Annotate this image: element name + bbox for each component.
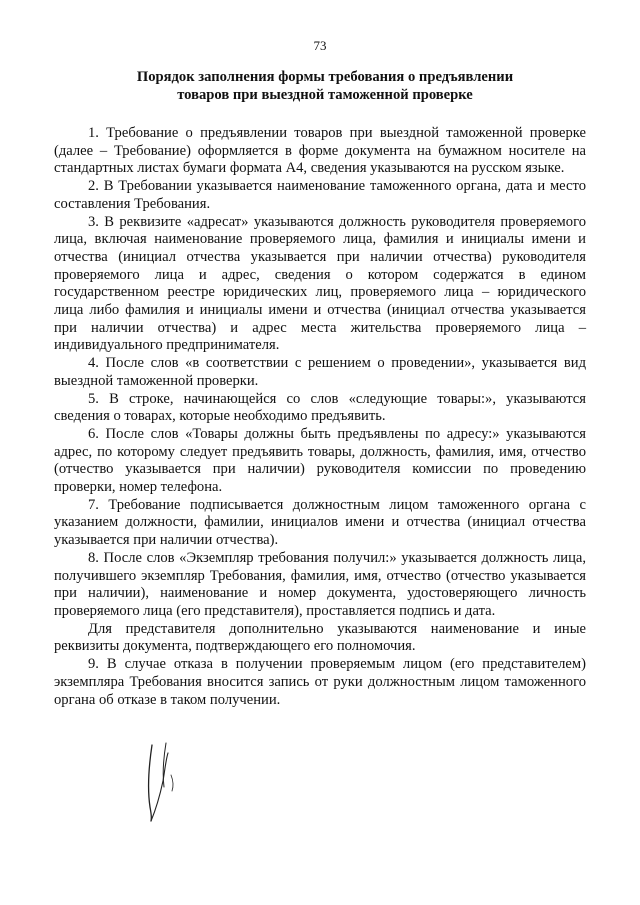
page-number: 73 <box>313 38 327 53</box>
paragraph-6: 6. После слов «Товары должны быть предъявлены по адресу:» указываются адрес, по которому следует предъявить товары, должность, фамилия, имя, отчество (отчество указывается при наличии) руководителя комиссии по проведению проверки, номер телефона. <box>54 425 586 496</box>
title-line-2: товаров при выездной таможенной проверке <box>177 86 473 103</box>
signature-stroke-2 <box>151 753 168 821</box>
signature-stroke-1 <box>149 745 152 821</box>
paragraph-2: 2. В Требовании указывается наименование таможенного органа, дата и место составления Требования. <box>54 178 586 212</box>
paragraph-1: 1. Требование о предъявлении товаров при выездной таможенной проверке (далее – Требование) оформляется в форме документа на бумажном носителе на стандартных листах бумаги формата А4, сведения указываются на русском языке. <box>54 125 586 177</box>
paragraph-5: 5. В строке, начинающейся со слов «следующие товары:», указываются сведения о товарах, которые необходимо предъявить. <box>54 390 586 425</box>
paragraph-7: 7. Требование подписывается должностным лицом таможенного органа с указанием должности, фамилии, инициалов имени и отчества (инициал отчества указывается при наличии отчества). <box>54 496 586 549</box>
paragraph-4: 4. После слов «в соответствии с решением о проведении», указывается вид выездной таможенной проверки. <box>54 355 586 389</box>
paragraph-8: 8. После слов «Экземпляр требования получил:» указывается должность лица, получившего экземпляр Требования, фамилия, имя, отчество (отчество указывается при наличии), наименование и номер документа, удостоверяющего личность проверяемого лица (его представителя), проставляется подпись и дата. <box>54 549 586 619</box>
signature-stroke-4 <box>171 775 173 791</box>
paragraph-3: 3. В реквизите «адресат» указываются должность руководителя проверяемого лица, включая наименование проверяемого лица, фамилия и инициалы имени и отчества (инициал отчества указывается при наличии отчества) руководителя проверяемого лица и адрес, сведения о котором содержатся в едином государственном реестре юридических лиц, проверяемого лица – юридического лица либо фамилия и инициалы имени и отчества (инициал отчества указывается при наличии отчества) и адрес места жительства проверяемого лица – индивидуального предпринимателя. <box>54 213 586 354</box>
paragraph-8-addendum: Для представителя дополнительно указываются наименование и иные реквизиты документа, подтверждающего его полномочия. <box>54 620 586 655</box>
document-body <box>54 125 586 709</box>
handwritten-signature <box>138 735 188 825</box>
title-line-1: Порядок заполнения формы требования о предъявлении <box>136 69 514 85</box>
document-title <box>60 69 590 104</box>
paragraph-9: 9. В случае отказа в получении проверяемым лицом (его представителем) экземпляра Требования вносится запись от руки должностным лицом таможенного органа об отказе в таком получении. <box>54 656 586 708</box>
